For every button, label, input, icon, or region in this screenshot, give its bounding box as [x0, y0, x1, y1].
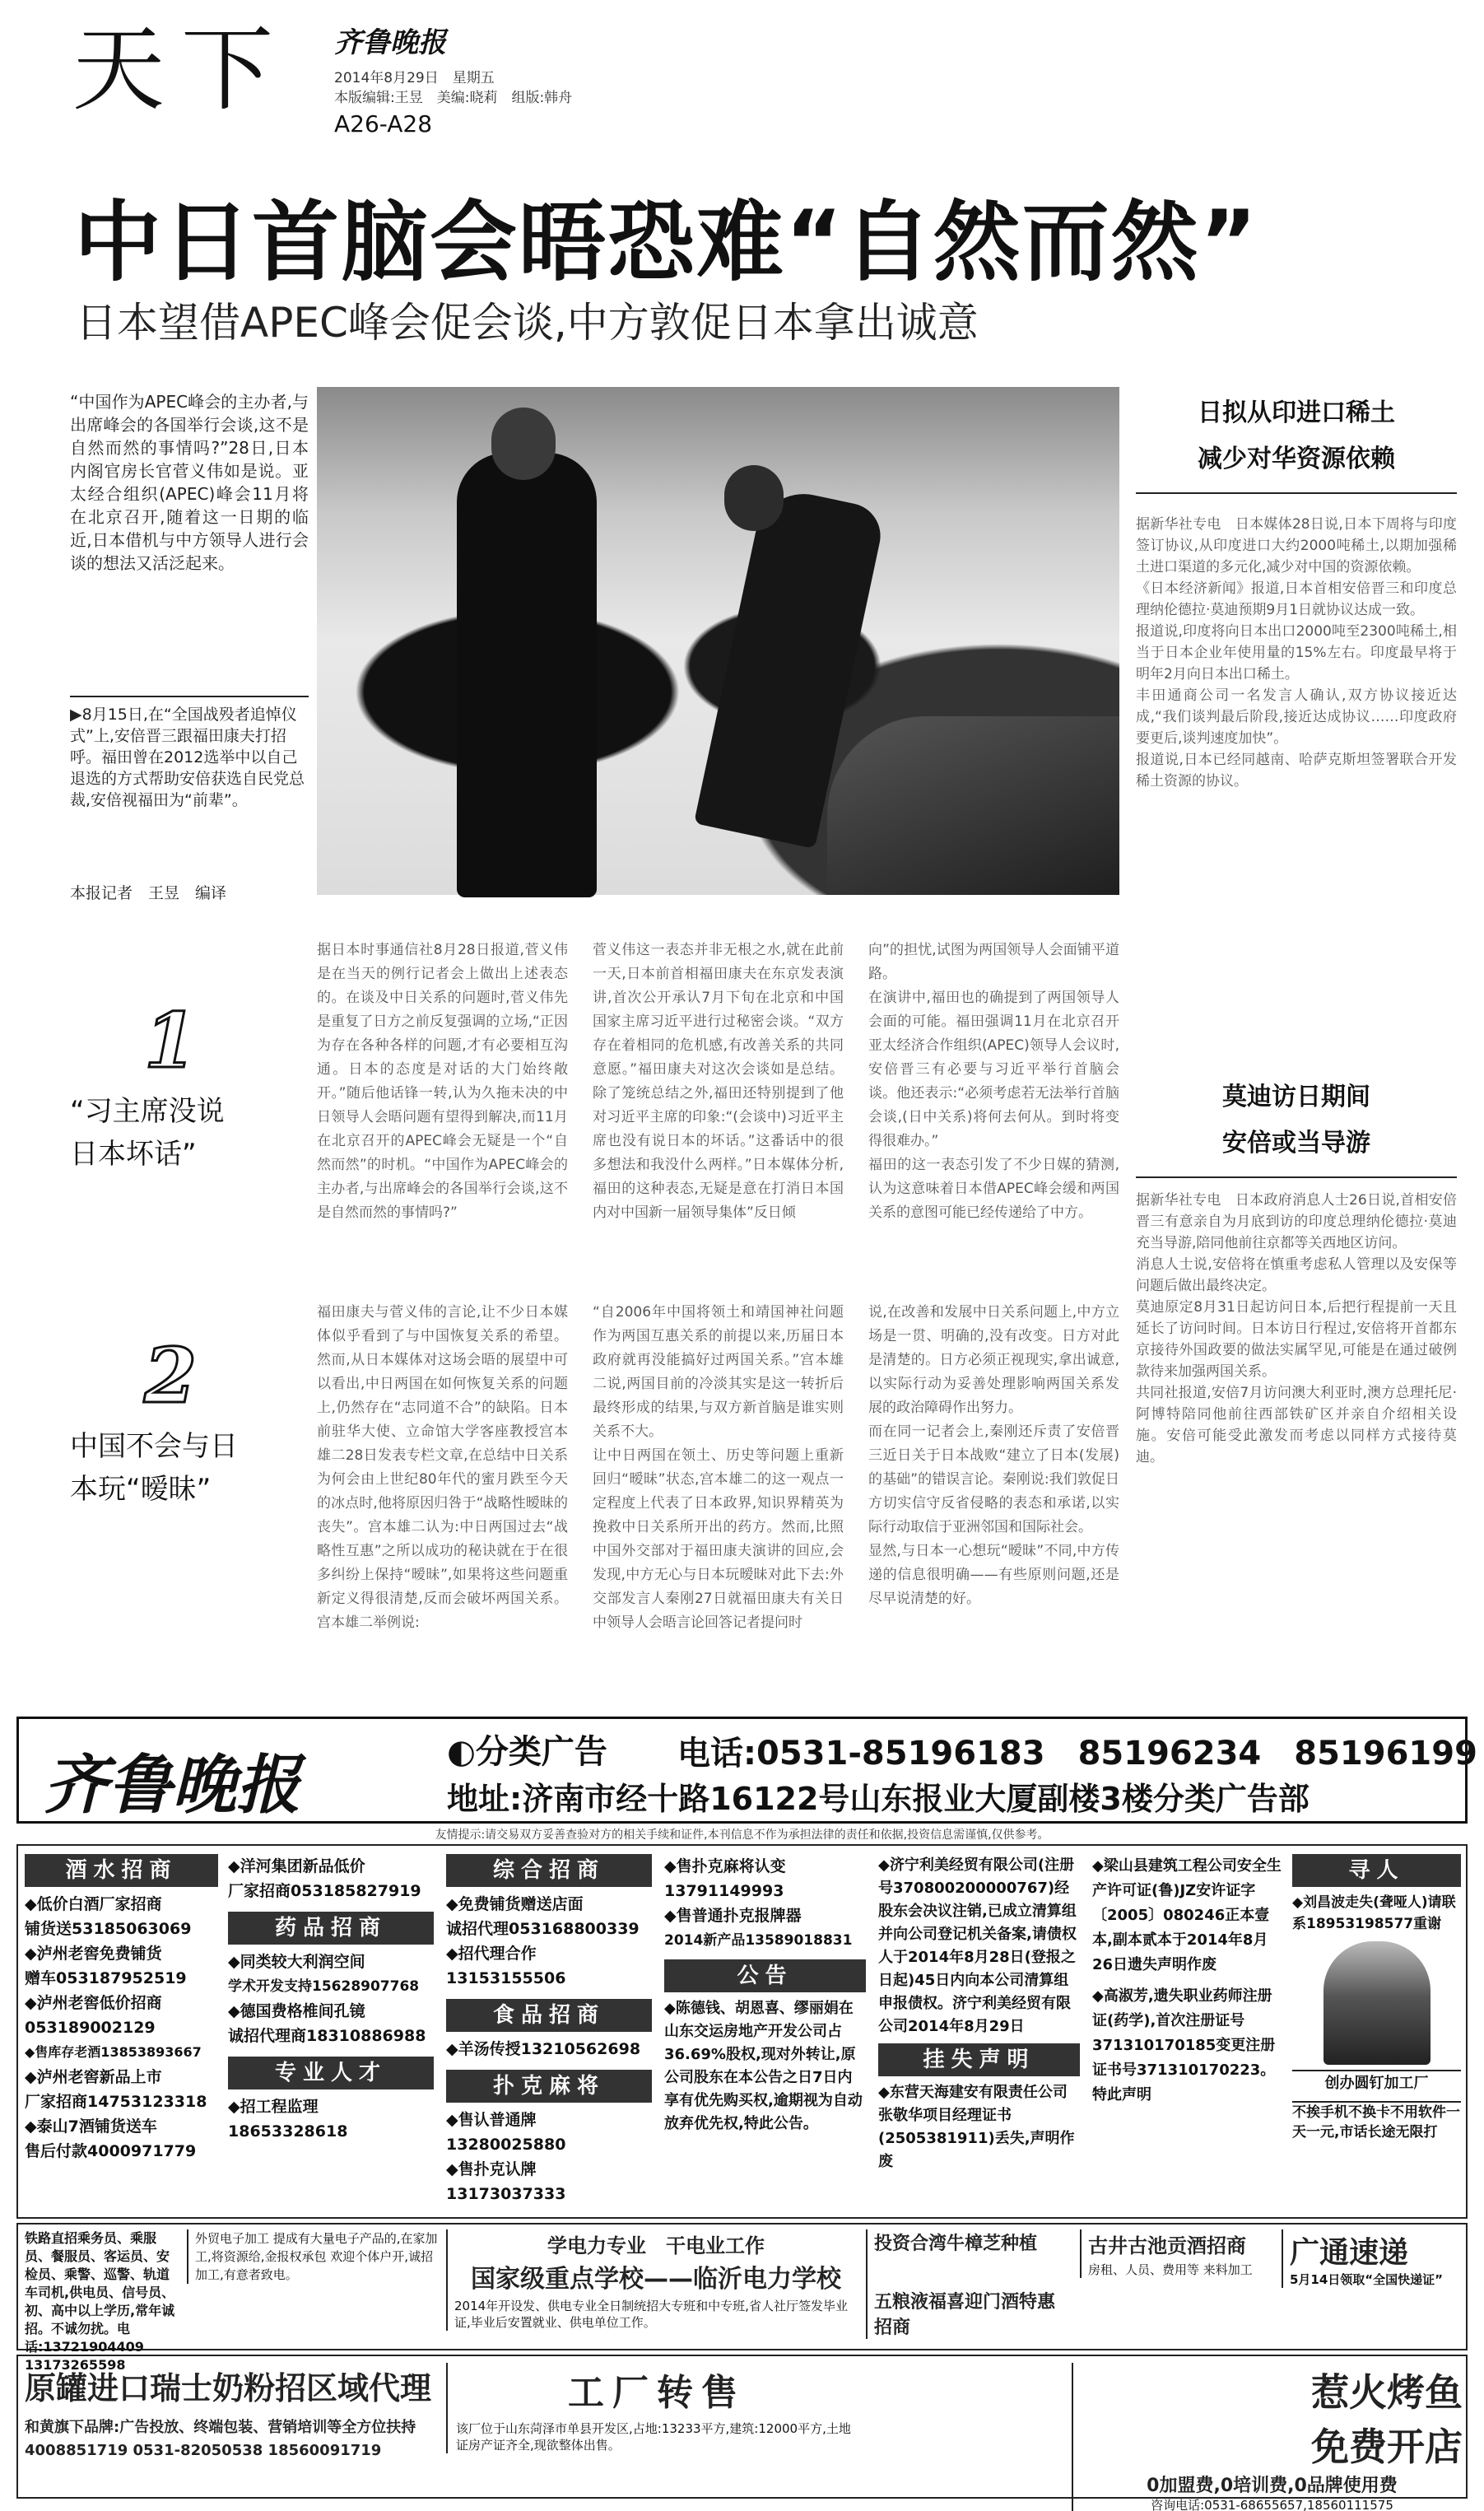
- ad-express-line2: 5月14日领取“全国快递证”: [1290, 2272, 1444, 2287]
- ad-col-6: [1092, 1854, 1282, 2108]
- ad-factory-line1: 工厂转售: [568, 2372, 746, 2414]
- classified-banner: [16, 1717, 1477, 1824]
- ad-item: ◆东营天海建安有限责任公司张敬华项目经理证书(2505381911)丢失,声明作废: [878, 2084, 1075, 2170]
- ad-item: 厂家招商14753123318: [25, 2093, 207, 2111]
- ad-item: ◆泸州老窖新品上市: [25, 2068, 162, 2086]
- issue-date: 2014年8月29日 星期五: [334, 70, 495, 86]
- ad-item: 13173037333: [446, 2185, 566, 2203]
- news-photo: [317, 387, 1119, 895]
- ad-milk-line1: 原罐进口瑞士奶粉招区域代理: [25, 2370, 432, 2406]
- section-2-heading: [70, 1331, 309, 1511]
- classified-notice: 友情提示:请交易双方妥善查验对方的相关手续和证件,本刊信息不作为承担法律的责任和依据,投资信息需谨慎,仅供参考。: [435, 1829, 1049, 1842]
- ad-item: 铺货送53185063069: [25, 1920, 192, 1938]
- ad-item: ◆售扑克麻将认变: [664, 1857, 786, 1875]
- subheadline: 日本望借APEC峰会促会谈,中方敦促日本拿出诚意: [76, 299, 979, 347]
- classified-category: ◐分类广告: [447, 1733, 607, 1771]
- intro-paragraph: “中国作为APEC峰会的主办者,与出席峰会的各国举行会谈,这不是自然而然的事情吗?”28日,日本内阁官房长官菅义伟如是说。亚太经合组织(APEC)峰会11月将在北京召开,随着这一日期的临近,日本借机与中方领导人进行会谈的想法又活泛起来。: [70, 392, 309, 573]
- ad-item: 2014新产品13589018831: [664, 1932, 853, 1949]
- ad-milk: [25, 2363, 436, 2462]
- ad-item: ◆售普通扑克报牌器: [664, 1907, 802, 1925]
- ad-power-school-line2: 国家级重点学校——临沂电力学校: [471, 2265, 841, 2294]
- section-1-col-2: 菅义伟这一表态并非无根之水,就在此前一天,日本前首相福田康夫在东京发表演讲,首次公开承认7月下旬在北京和中国国家主席习近平进行过秘密会谈。“双方存在着相同的危机感,有改善关系的共同意愿。”福田康夫对这次会谈如是总结。除了笼统总结之外,福田还特别提到了他对习近平主席的印象:“(会谈中)习近平主席也没有说日本的坏话。”这番话中的很多想法和我没什么两样。”日本媒体分析,福田的这种表态,无疑是意在打消日本国内对中国新一届领导集体”反日倾: [593, 942, 844, 1221]
- divider: [1136, 492, 1457, 494]
- ad-col-1: [25, 1854, 218, 2164]
- classified-address: 地址:济南市经十路16122号山东报业大厦副楼3楼分类广告部: [447, 1781, 1310, 1817]
- ad-item: ◆售库存老酒13853893667: [25, 2044, 202, 2060]
- ad-gujing-line2: 房租、人员、费用等 来料加工: [1088, 2262, 1253, 2277]
- ad-item: ◆刘昌波走失(聋哑人)请联系18953198577重谢: [1292, 1894, 1456, 1932]
- missing-person-photo: [1324, 1941, 1431, 2065]
- ad-item: 不挨手机不换卡不用软件一天一元,市话长途无限打: [1292, 2101, 1461, 2142]
- ad-grilled-fish-line1: 惹火烤鱼: [1311, 2370, 1463, 2415]
- section-2-col-2: “自2006年中国将领土和靖国神社问题作为两国互惠关系的前提以来,历届日本政府就再没能搞好过两国关系。”宫本雄二说,两国目前的冷淡其实是这一转折后最终形成的结果,与双方新首脑是谁实则关系不大。 让中日两国在领土、历史等问题上重新回归“暧昧”状态,宫本雄二的这一观点一定程度上代表了日本政界,知识界精英为挽救中日关系所开出的药方。然而,比照中国外交部对于福田康夫演讲的回应,会发现,中方无心与日本玩暧昧对此下去:外交部发言人秦刚27日就福田康夫有关日中领导人会晤言论回答记者提问时: [593, 1304, 844, 1631]
- masthead: [72, 8, 1422, 140]
- circle-icon: ◐: [447, 1733, 476, 1771]
- right-story-1: [1136, 390, 1457, 790]
- ad-item: ◆低价白酒厂家招商: [25, 1895, 162, 1913]
- ad-item: ◆高淑芳,遗失职业药师注册证(药学),首次注册证号3713101701​85变更注册证书号371310170223。特此声明: [1092, 1987, 1276, 2103]
- section-2-col-1: 福田康夫与菅义伟的言论,让不少日本媒体似乎看到了与中国恢复关系的希望。然而,从日本媒体对这场会晤的展望中可以看出,中日两国在如何恢复关系的问题上,仍然存在“志同道不合”的缺陷。日本前驻华大使、立命馆大学客座教授宫本雄二28日发表专栏文章,在总结中日关系为何会由上世纪80年代的蜜月跌至今天的冰点时,他将原因归咎于“战略性暧昧的丧失”。宫本雄二认为:中日两国过去“战略性互惠”之所以成功的秘诀就在于在很多纠纷上保持“暧昧”,如果将这些问题重新定义得很清楚,反而会破坏两国关系。宫本雄二举例说:: [317, 1304, 568, 1631]
- ad-head-food: 食品招商: [446, 1999, 652, 2032]
- ad-head-general: 综合招商: [446, 1854, 652, 1887]
- ad-item: ◆泸州老窖免费铺货: [25, 1945, 162, 1963]
- ad-item: ◆售扑克认牌: [446, 2160, 537, 2178]
- ad-item: ◆泰山7酒铺货送车: [25, 2117, 157, 2136]
- ad-investment-line1: 投资合湾牛樟芝种植: [874, 2234, 1038, 2254]
- right-story-2-title-line2: 安倍或当导游: [1222, 1129, 1370, 1158]
- section-2-col-3: 说,在改善和发展中日关系问题上,中方立场是一贯、明确的,没有改变。日方对此是清楚的。日方必须正视现实,拿出诚意,以实际行动为妥善处理影响两国关系发展的政治障碍作出努力。 而在同一记者会上,秦刚还斥责了安倍晋三近日关于日本战败“建立了日本(发展)的基础”的错误言论。秦刚说:我们敦促日方切实信守反省侵略的表态和承诺,以实际行动取信于亚洲邻国和国际社会。 显然,与日本一心想玩“暧昧”不同,中方传递的信息很明确——有些原则问题,还是尽早说清楚的好。: [868, 1304, 1119, 1607]
- ad-express-line1: 广通速递: [1290, 2236, 1409, 2270]
- right-story-2-title-line1: 莫迪访日期间: [1222, 1083, 1370, 1111]
- section-1-col-3: 向”的担忧,试图为两国领导人会面铺平道路。 在演讲中,福田也的确提到了两国领导人会面的可能。福田强调11月在北京召开亚太经济合作组织(APEC)领导人会议时,安倍晋三有必要与习近平举行首脑会谈。他还表示:“必须考虑若无法举行首脑会谈,(日中关系)将何去何从。到时将变得很难办。” 福田的这一表态引发了不少日媒的猜测,认为这意味着日本借APEC峰会缓和两国关系的意图可能已经传递给了中方。: [868, 942, 1119, 1221]
- ad-gujing-line1: 古井古池贡酒招商: [1088, 2234, 1246, 2257]
- ad-row-3: [16, 2355, 1468, 2511]
- ad-item: 18653328618: [228, 2122, 348, 2141]
- section-2-number: 2: [144, 1331, 198, 1420]
- right-story-2-body: 据新华社专电 日本政府消息人士26日说,首相安倍晋三有意亲自为月底到访的印度总理纳伦德拉·莫迪充当导游,陪同他前往京都等关西地区访问。 消息人士说,安倍将在慎重考虑私人管理以及安保等问题后做出最终决定。 莫迪原定8月31日起访问日本,后把行程提前一天且延长了访问时间。日本访日行程过,安倍将开首都东京接待外国政要的做法实属罕见,可能是在通过破例款待来加强两国关系。 共同社报道,安倍7月访问澳大利亚时,澳方总理托尼·阿博特陪同他前往西部铁矿区并亲自介绍相关设施。安倍可能受此激发而考虑以同样方式接待莫迪。: [1136, 1192, 1457, 1465]
- figure-left: [457, 453, 597, 897]
- right-story-1-title-line2: 减少对华资源依赖: [1198, 445, 1395, 473]
- ad-item: ◆德国费格椎间孔镜: [228, 2002, 365, 2020]
- ad-item: 学术开发支持15628907768: [228, 1978, 420, 1995]
- ad-item: 售后付款4000971779: [25, 2142, 197, 2160]
- ad-grilled-fish-line3: 0加盟费,0培训费,0品牌使用费: [1147, 2476, 1398, 2496]
- ad-gujing: [1080, 2229, 1273, 2278]
- ad-power-school-line3: 2014年开设发、供电专业全日制统招大专班和中专班,省人社厅签发毕业证,毕业后安置就业、供电单位工作。: [454, 2299, 848, 2330]
- ad-col-2: [228, 1854, 434, 2144]
- ad-railway: 铁路直招乘务员、乘服员、餐服员、客运员、安检员、乘警、巡警、轨道车司机,供电员、信号员、初、高中以上学历,常年诚招。不诚勿扰。电话:13721904409 13173265598: [25, 2230, 175, 2373]
- ad-col-5: [878, 1854, 1080, 2173]
- ad-head-pharma: 药品招商: [228, 1912, 434, 1945]
- ad-item: 创办圆钉加工厂: [1292, 2070, 1461, 2096]
- ad-head-missing: 寻人: [1292, 1854, 1461, 1887]
- ad-item: ◆羊汤传授13210562698: [446, 2040, 641, 2058]
- ad-grilled-fish: [1072, 2363, 1463, 2511]
- ad-item: ◆同类较大利润空间: [228, 1953, 365, 1971]
- figure-left-head: [491, 408, 556, 480]
- ad-item: 诚招代理商18310886988: [228, 2027, 426, 2045]
- ad-item: ◆洋河集团新品低价: [228, 1857, 365, 1875]
- section-1-col-1: 据日本时事通信社8月28日报道,菅义伟是在当天的例行记者会上做出上述表态的。在谈及中日关系的问题时,菅义伟先是重复了日方之前反复强调的立场,“正因为存在各种各样的问题,才有必要相互沟通。日本的态度是对话的大门始终敞开。”随后他话锋一转,认为久拖未决的中日领导人会晤问题有望得到解决,而11月在北京召开的APEC峰会无疑是一个“自然而然”的时机。“中国作为APEC峰会的主办者,与出席峰会的各国举行会谈,这不是自然而然的事情吗?”: [317, 942, 568, 1221]
- ad-item: 13791149993: [664, 1882, 784, 1900]
- crowd: [827, 716, 1119, 895]
- editors: 本版编辑:王昱 美编:晓莉 组版:韩舟: [334, 90, 573, 106]
- ad-head-talent: 专业人才: [228, 2057, 434, 2089]
- ad-grilled-fish-line4: 咨询电话:0531-68655657,18560111575: [1151, 2498, 1393, 2511]
- ad-head-liquor: 酒水招商: [25, 1854, 218, 1887]
- paper-logo: 齐鲁晚报: [334, 26, 446, 59]
- ad-item: ◆售认普通牌: [446, 2111, 537, 2129]
- figure-right-head: [724, 465, 784, 531]
- ad-col-4: [664, 1854, 866, 2136]
- ad-grilled-fish-line2: 免费开店: [1311, 2425, 1463, 2469]
- ad-item: 诚招代理053168800339: [446, 1920, 640, 1938]
- section-1-number: 1: [144, 996, 198, 1085]
- ad-item: ◆免费铺货赠送店面: [446, 1895, 584, 1913]
- section-1-heading: [70, 996, 309, 1176]
- ad-grid: [16, 1844, 1468, 2219]
- ad-item: ◆济宁利美经贸有限公司(注册号370800200000767)经股东会决议注销,已成立清算组并向公司登记机关备案,请债权人于2014年8月28日(登报之日起)45日内向本公司清算组申报债权。济宁利美经贸有限公司2014年8月29日: [878, 1856, 1077, 2035]
- classified-logo: 齐鲁晚报: [44, 1748, 301, 1823]
- ad-item: ◆泸州老窖低价招商: [25, 1994, 162, 2012]
- ad-factory: [446, 2363, 858, 2453]
- ad-item: 赠车053187952519: [25, 1969, 187, 1987]
- section-title: 天下: [72, 16, 290, 123]
- byline: 本报记者 王昱 编译: [70, 884, 227, 902]
- ad-head-lost: 挂失声明: [878, 2043, 1080, 2076]
- ad-head-notice: 公告: [664, 1959, 866, 1992]
- ad-investment-line2: 五粮液福喜迎门酒特惠招商: [874, 2292, 1056, 2338]
- right-story-2: [1136, 1074, 1457, 1465]
- ad-col-3: [446, 1854, 652, 2206]
- ad-item: 13280025880: [446, 2136, 566, 2154]
- ad-express: [1282, 2229, 1463, 2288]
- section-1-title: “习主席没说日本坏话”: [70, 1095, 225, 1171]
- ad-row-2: [16, 2223, 1468, 2373]
- divider: [70, 696, 309, 697]
- ad-item: ◆招工程监理: [228, 2098, 319, 2116]
- ad-milk-line2: 和黄旗下品牌:广告投放、终端包装、营销培训等全方位扶持4008851719 0531-82050538 18560091719: [25, 2419, 416, 2459]
- ad-col-7: [1292, 1854, 1461, 2142]
- section-2-title: 中国不会与日本玩“暧昧”: [70, 1430, 238, 1506]
- classified-phones: 电话:0531-85196183 85196234 85196199: [677, 1735, 1477, 1773]
- ad-factory-line2: 该厂位于山东菏泽市单县开发区,占地:13233平方,建筑:12000平方,土地证房产证齐全,现欲整体出售。: [456, 2421, 851, 2453]
- headline: 中日首脑会晤恐难“自然而然”: [74, 192, 1259, 293]
- ad-item: 厂家招商053185827919: [228, 1882, 421, 1900]
- ad-investment: [866, 2229, 1072, 2339]
- ad-power-school: [446, 2229, 858, 2331]
- ad-item: ◆梁山县建筑工程公司安全生产许可证(鲁)JZ安许证字〔2005〕080246正本壹本,副本贰本于2014年8月26日遗失声明作废: [1092, 1857, 1282, 1973]
- photo-caption: ▶8月15日,在“全国战殁者追悼仪式”上,安倍晋三跟福田康夫打招呼。福田曾在2012选举中以自己退选的方式帮助安倍获选自民党总裁,安倍视福田为“前辈”。: [70, 706, 305, 809]
- ad-power-school-line1: 学电力专业 干电业工作: [547, 2234, 765, 2257]
- right-story-1-title-line1: 日拟从印进口稀土: [1198, 398, 1395, 427]
- right-story-1-body: 据新华社专电 日本媒体28日说,日本下周将与印度签订协议,从印度进口大约2000吨稀土,以期加强稀土进口渠道的多元化,减少对中国的资源依赖。 《日本经济新闻》报道,日本首相安倍晋三和印度总理纳伦德拉·莫迪预期9月1日就协议达成一致。 报道说,印度将向日本出口2000吨至2300吨稀土,相当于日本企业年使用量的15%左右。印度最早将于明年2月向日本出口稀土。 丰田通商公司一名发言人确认,双方协议接近达成,“我们谈判最后阶段,接近达成协议……印度政府要更后,谈判速度加快”。 报道说,日本已经同越南、哈萨克斯坦签署联合开发稀土资源的协议。: [1136, 516, 1457, 790]
- page-range: A26-A28: [334, 110, 433, 137]
- ad-head-cards: 扑克麻将: [446, 2070, 652, 2103]
- ad-item: ◆招代理合作13153155506: [446, 1945, 566, 1987]
- ad-item: 053189002129: [25, 2019, 156, 2037]
- ad-electronics: 外贸电子加工 提成有大量电子产品的,在家加工,将资源给,金报权承包 欢迎个体户开,诚招加工,有意者致电。: [187, 2229, 438, 2284]
- divider: [1136, 1176, 1457, 1178]
- ad-item: ◆陈德钱、胡恩喜、缪丽娟在山东交运房地产开发公司占36.69%股权,现对外转让,原公司股东在本公告之日7日内享有优先购买权,逾期视为自动放弃优先权,特此公告。: [664, 2000, 863, 2132]
